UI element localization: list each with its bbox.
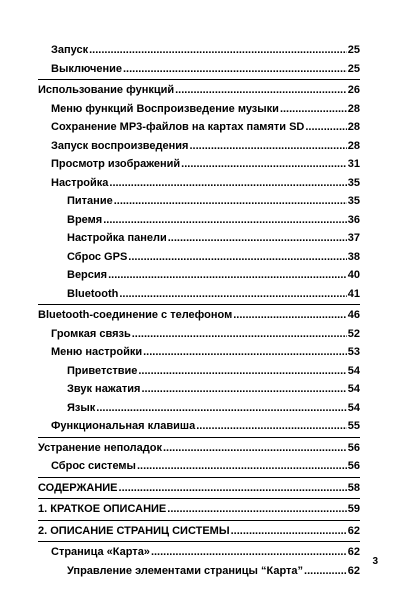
toc-entry-label: Настройка bbox=[51, 176, 109, 189]
toc-entry-label: Просмотр изображений bbox=[51, 158, 181, 170]
toc-entry-label: Версия bbox=[67, 269, 108, 281]
dot-leader bbox=[123, 60, 347, 79]
toc-entry-label: Меню настройки bbox=[51, 346, 143, 358]
toc-entry-page: 25 bbox=[347, 62, 360, 75]
toc-entry[interactable] bbox=[38, 439, 360, 458]
toc-entry-page: 54 bbox=[347, 364, 360, 377]
toc-entry-label: Сброс GPS bbox=[67, 250, 128, 263]
toc-entry-page: 62 bbox=[347, 524, 360, 537]
toc-entry[interactable] bbox=[38, 479, 360, 498]
dot-leader bbox=[96, 399, 346, 418]
section-divider bbox=[38, 79, 360, 80]
toc-entry-label: 2. ОПИСАНИЕ СТРАНИЦ СИСТЕМЫ bbox=[38, 524, 230, 537]
dot-leader bbox=[108, 266, 347, 285]
toc-entry[interactable] bbox=[38, 325, 360, 344]
toc-entry-page: 28 bbox=[347, 102, 360, 115]
toc-entry-label: Устранение неполадок bbox=[38, 441, 162, 454]
toc-entry-label: Запуск bbox=[51, 44, 89, 56]
toc-entry-label: Использование функций bbox=[38, 84, 175, 96]
toc-entry-label: Bluetooth-соединение с телефоном bbox=[38, 309, 233, 321]
toc-entry[interactable] bbox=[38, 155, 360, 174]
toc-entry-page: 55 bbox=[347, 420, 360, 432]
section-divider bbox=[38, 520, 360, 521]
toc-entry[interactable] bbox=[38, 500, 360, 519]
dot-leader bbox=[128, 248, 346, 267]
dot-leader bbox=[89, 41, 347, 60]
toc-entry-page: 38 bbox=[347, 250, 360, 263]
dot-leader bbox=[175, 81, 347, 100]
toc-entry-page: 36 bbox=[347, 213, 360, 226]
toc-entry-label: Звук нажатия bbox=[67, 383, 141, 395]
dot-leader bbox=[119, 479, 347, 498]
toc-entry-page: 28 bbox=[347, 139, 360, 152]
toc-entry[interactable] bbox=[38, 60, 360, 79]
toc-entry-page: 35 bbox=[347, 176, 360, 189]
toc-entry-page: 54 bbox=[347, 383, 360, 395]
toc-entry-page: 26 bbox=[347, 84, 360, 96]
toc-entry[interactable] bbox=[38, 543, 360, 562]
toc-entry-page: 31 bbox=[347, 158, 360, 170]
dot-leader bbox=[103, 211, 347, 230]
toc-entry-page: 58 bbox=[347, 481, 360, 494]
toc-entry-label: Приветствие bbox=[67, 364, 138, 377]
toc-entry-page: 37 bbox=[347, 232, 360, 244]
toc-entry[interactable] bbox=[38, 285, 360, 304]
toc-entry[interactable] bbox=[38, 399, 360, 418]
toc-entry-page: 53 bbox=[347, 346, 360, 358]
toc-entry[interactable] bbox=[38, 229, 360, 248]
dot-leader bbox=[168, 229, 347, 248]
dot-leader bbox=[181, 155, 347, 174]
toc-entry[interactable] bbox=[38, 81, 360, 100]
toc-entry-label: Управление элементами страницы “Карта” bbox=[67, 564, 304, 577]
toc-entry-label: Питание bbox=[67, 195, 113, 207]
dot-leader bbox=[196, 417, 347, 436]
dot-leader bbox=[141, 380, 346, 399]
toc-entry[interactable] bbox=[38, 343, 360, 362]
dot-leader bbox=[167, 500, 346, 519]
toc-entry-label: Сброс системы bbox=[51, 460, 136, 472]
toc-entry[interactable] bbox=[38, 137, 360, 156]
dot-leader bbox=[305, 118, 346, 137]
toc-entry[interactable] bbox=[38, 192, 360, 211]
dot-leader bbox=[163, 439, 347, 458]
toc-entry-label: Функциональная клавиша bbox=[51, 420, 196, 432]
dot-leader bbox=[137, 457, 347, 476]
dot-leader bbox=[138, 362, 346, 381]
dot-leader bbox=[151, 543, 347, 562]
toc-entry[interactable] bbox=[38, 562, 360, 581]
toc-entry-page: 46 bbox=[347, 309, 360, 321]
toc-entry[interactable] bbox=[38, 248, 360, 267]
dot-leader bbox=[189, 137, 346, 156]
toc-entry-label: СОДЕРЖАНИЕ bbox=[38, 481, 118, 494]
section-divider bbox=[38, 498, 360, 499]
toc-entry-page: 35 bbox=[347, 195, 360, 207]
toc-entry-page: 56 bbox=[347, 441, 360, 454]
toc-entry-label: Bluetooth bbox=[67, 287, 119, 300]
toc-entry[interactable] bbox=[38, 417, 360, 436]
toc-entry-label: Выключение bbox=[51, 62, 122, 75]
toc-entry-label: Настройка панели bbox=[67, 232, 167, 244]
toc-entry-page: 28 bbox=[347, 121, 360, 133]
section-divider bbox=[38, 541, 360, 542]
page-number: 3 bbox=[372, 556, 378, 567]
toc-entry-label: 1. КРАТКОЕ ОПИСАНИЕ bbox=[38, 503, 167, 515]
toc-entry-page: 52 bbox=[347, 327, 360, 340]
dot-leader bbox=[304, 562, 347, 581]
section-divider bbox=[38, 437, 360, 438]
toc-entry[interactable] bbox=[38, 380, 360, 399]
dot-leader bbox=[109, 174, 346, 193]
toc-entry-page: 54 bbox=[347, 401, 360, 414]
dot-leader bbox=[143, 343, 347, 362]
dot-leader bbox=[231, 522, 347, 541]
toc-entry-page: 41 bbox=[347, 287, 360, 300]
toc-entry-page: 25 bbox=[347, 44, 360, 56]
toc-entry[interactable] bbox=[38, 41, 360, 60]
dot-leader bbox=[233, 306, 347, 325]
toc-entry-page: 40 bbox=[347, 269, 360, 281]
toc-entry[interactable] bbox=[38, 211, 360, 230]
toc-entry-label: Время bbox=[67, 213, 103, 226]
section-divider bbox=[38, 477, 360, 478]
toc-entry[interactable] bbox=[38, 100, 360, 119]
table-of-contents bbox=[38, 41, 360, 580]
toc-entry-label: Запуск воспроизведения bbox=[51, 139, 189, 152]
toc-entry-label: Громкая связь bbox=[51, 327, 131, 340]
toc-entry-label: Страница «Карта» bbox=[51, 546, 150, 558]
toc-entry[interactable] bbox=[38, 306, 360, 325]
toc-entry[interactable] bbox=[38, 457, 360, 476]
dot-leader bbox=[114, 192, 347, 211]
toc-entry-label: Меню функций Воспроизведение музыки bbox=[51, 102, 279, 115]
toc-entry[interactable] bbox=[38, 362, 360, 381]
toc-entry[interactable] bbox=[38, 522, 360, 541]
toc-entry-page: 62 bbox=[347, 546, 360, 558]
section-divider bbox=[38, 304, 360, 305]
toc-entry-label: Язык bbox=[67, 401, 96, 414]
dot-leader bbox=[132, 325, 347, 344]
toc-entry-page: 62 bbox=[347, 564, 360, 577]
toc-entry-page: 59 bbox=[347, 503, 360, 515]
toc-entry[interactable] bbox=[38, 174, 360, 193]
dot-leader bbox=[119, 285, 346, 304]
toc-entry-page: 56 bbox=[347, 460, 360, 472]
toc-entry-label: Сохранение MP3-файлов на картах памяти SD bbox=[51, 121, 305, 133]
dot-leader bbox=[280, 100, 347, 119]
toc-entry[interactable] bbox=[38, 118, 360, 137]
toc-entry[interactable] bbox=[38, 266, 360, 285]
